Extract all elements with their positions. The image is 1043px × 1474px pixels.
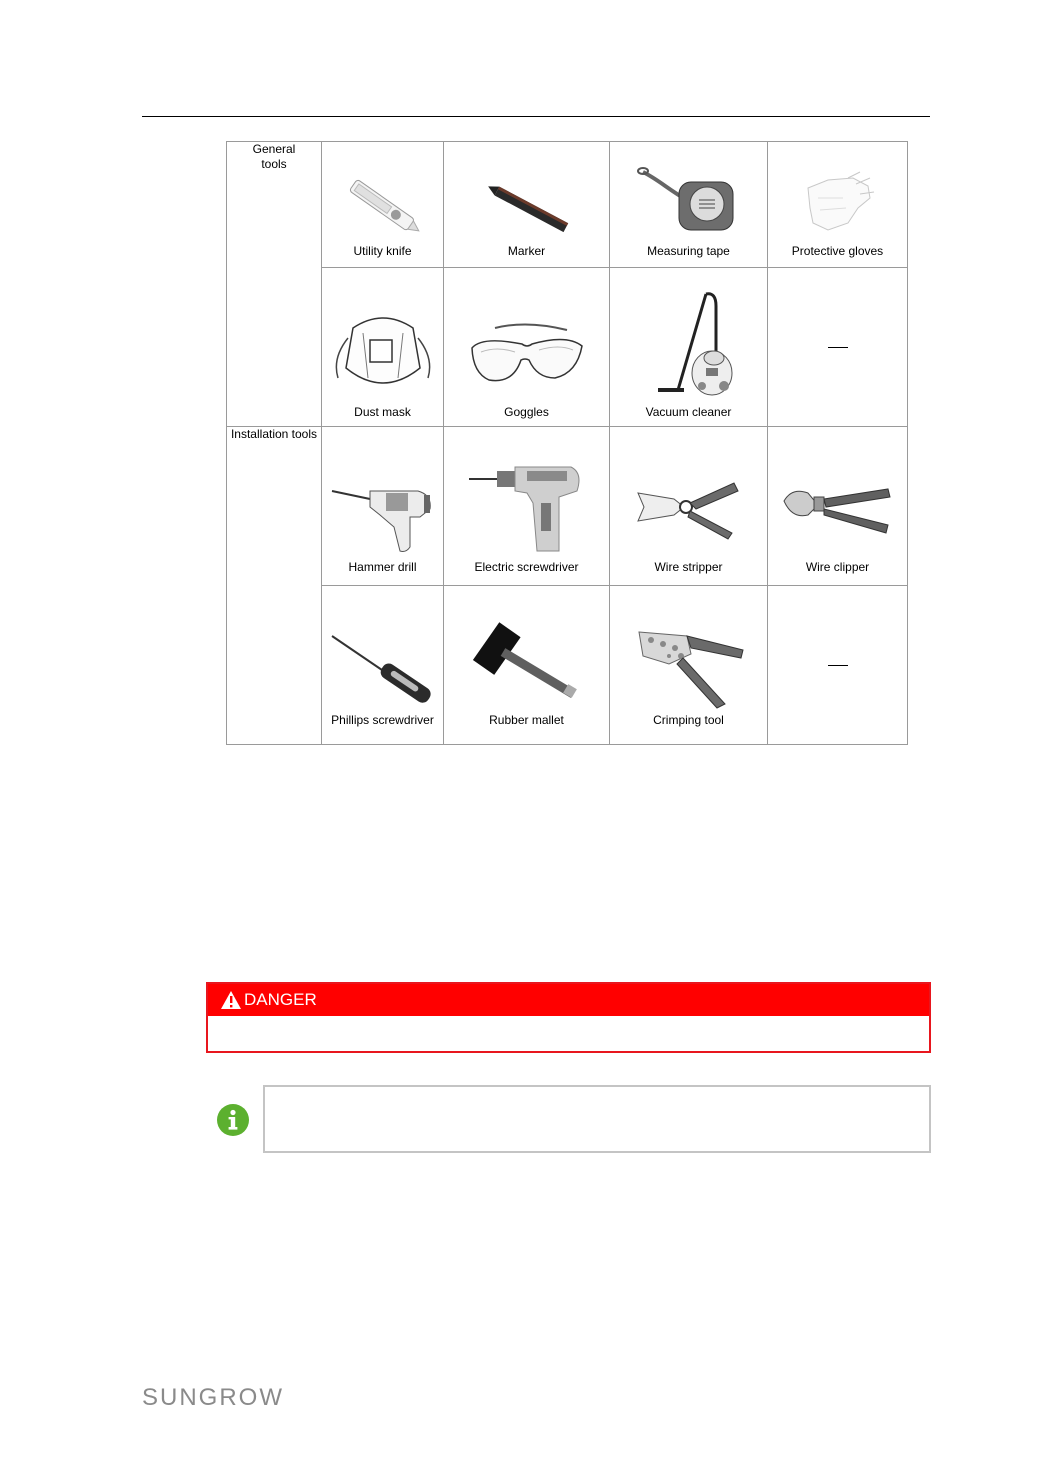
- protective-gloves-icon: [768, 168, 907, 238]
- goggles-icon: [444, 318, 609, 393]
- tool-cell-electric-screwdriver: [444, 427, 610, 586]
- dust-mask-icon: [322, 308, 443, 398]
- tool-label: Rubber mallet: [489, 713, 564, 727]
- tool-label: Measuring tape: [647, 244, 730, 258]
- tool-label: Marker: [507, 244, 546, 258]
- tool-cell-wire-stripper: [610, 427, 768, 586]
- tool-cell-measuring-tape: [610, 142, 768, 268]
- info-icon: [216, 1103, 250, 1137]
- tool-label: Goggles: [504, 405, 549, 419]
- tool-cell-crimping-tool: [610, 586, 768, 745]
- tool-cell-goggles: [444, 268, 610, 427]
- tool-label: Electric screwdriver: [474, 560, 579, 574]
- tool-cell-hammer-drill: [322, 427, 444, 586]
- sungrow-logo: SUNGROW: [142, 1384, 284, 1411]
- category-general-line2: tools: [261, 157, 287, 171]
- tool-cell-phillips-screwdriver: [322, 586, 444, 745]
- header-rule: [142, 116, 930, 117]
- vacuum-cleaner-icon: [610, 288, 767, 403]
- tool-cell-utility-knife: [322, 142, 444, 268]
- empty-dash: [828, 347, 848, 348]
- tool-label: Protective gloves: [791, 244, 884, 258]
- hammer-drill-icon: [322, 477, 443, 557]
- measuring-tape-icon: [610, 160, 767, 240]
- electric-screwdriver-icon: [444, 463, 609, 558]
- phillips-screwdriver-icon: [322, 630, 443, 705]
- note-box: [263, 1085, 931, 1153]
- tool-cell-protective-gloves: [768, 142, 908, 268]
- category-general-line1: General: [252, 142, 296, 156]
- category-general-tools: [227, 142, 322, 427]
- danger-notice: [206, 982, 931, 1053]
- tool-cell-vacuum-cleaner: [610, 268, 768, 427]
- wire-stripper-icon: [610, 477, 767, 547]
- tool-label: Hammer drill: [348, 560, 417, 574]
- crimping-tool-icon: [610, 620, 767, 710]
- marker-icon: [444, 177, 609, 237]
- tool-cell-empty-installation: [768, 586, 908, 745]
- tool-label: Utility knife: [353, 244, 412, 258]
- tools-table: [226, 141, 908, 745]
- danger-header: [208, 984, 929, 1016]
- category-installation-label: Installation tools: [230, 427, 318, 441]
- tool-label: Phillips screwdriver: [331, 713, 434, 727]
- category-installation-tools: [227, 427, 322, 745]
- warning-triangle-icon: [220, 990, 242, 1010]
- tool-label: Vacuum cleaner: [645, 405, 732, 419]
- tool-cell-rubber-mallet: [444, 586, 610, 745]
- tool-label: Wire stripper: [654, 560, 723, 574]
- tool-cell-empty-general: [768, 268, 908, 427]
- tool-label: Dust mask: [354, 405, 411, 419]
- rubber-mallet-icon: [444, 620, 609, 705]
- tool-label: Crimping tool: [653, 713, 724, 727]
- utility-knife-icon: [322, 172, 443, 242]
- tool-cell-marker: [444, 142, 610, 268]
- danger-label: DANGER: [244, 990, 317, 1009]
- empty-dash: [828, 665, 848, 666]
- tool-label: Wire clipper: [805, 560, 870, 574]
- tool-cell-dust-mask: [322, 268, 444, 427]
- tool-cell-wire-clipper: [768, 427, 908, 586]
- wire-clipper-icon: [768, 481, 907, 541]
